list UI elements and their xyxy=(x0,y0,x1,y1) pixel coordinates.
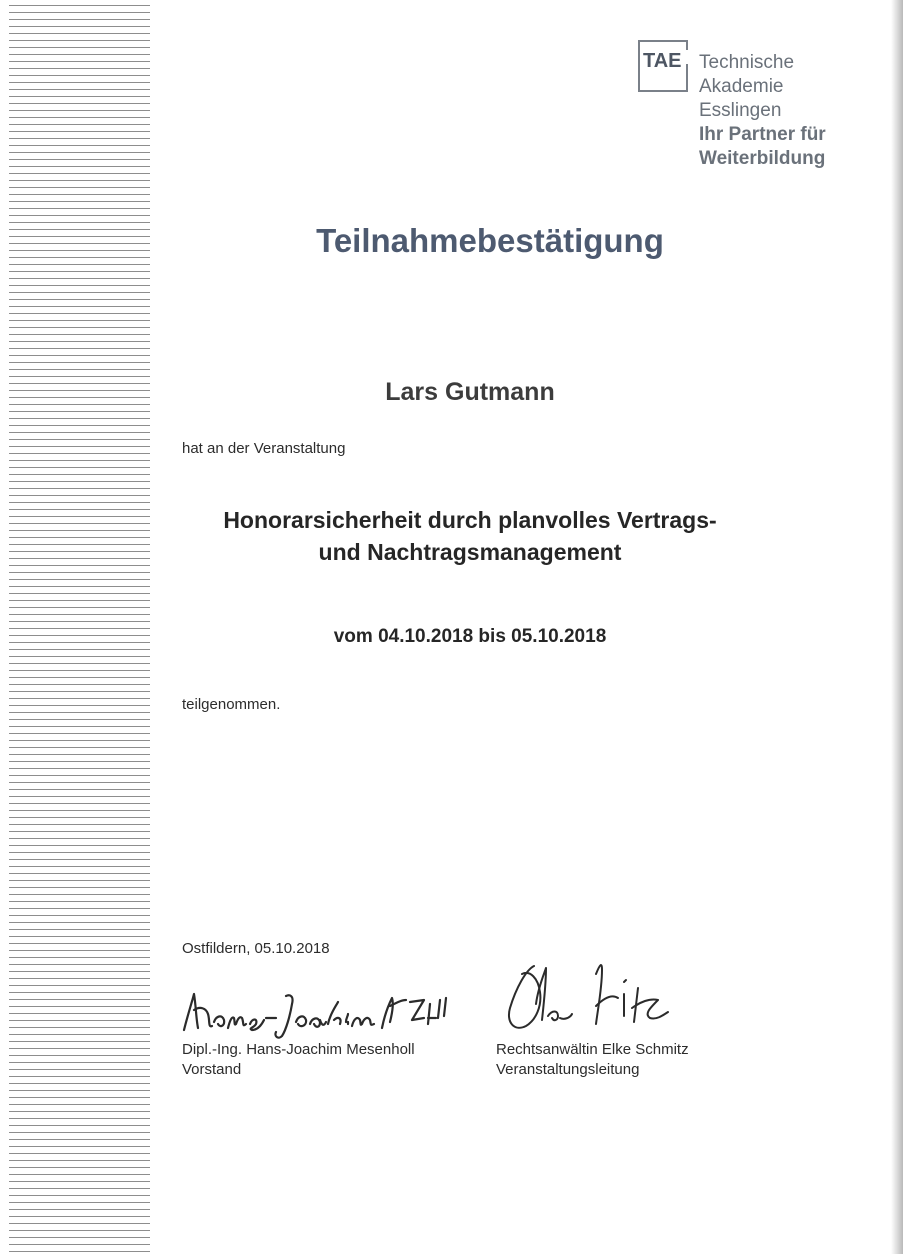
closing-text: teilgenommen. xyxy=(182,696,281,713)
event-title-line-2: und Nachtragsmanagement xyxy=(318,539,622,565)
logo-line-3: Esslingen xyxy=(699,100,782,121)
signatory-1-name: Dipl.-Ing. Hans-Joachim Mesenholl xyxy=(182,1041,415,1058)
event-title-line-1: Honorarsicherheit durch planvolles Vertrags- xyxy=(223,507,717,533)
signatory-2-name: Rechtsanwältin Elke Schmitz xyxy=(496,1041,689,1058)
logo-text xyxy=(699,51,826,171)
signature-mesenholl xyxy=(178,984,458,1040)
event-title xyxy=(180,504,760,568)
document-title: Teilnahmebestätigung xyxy=(316,222,664,259)
signatory-1 xyxy=(182,1040,415,1080)
participant-name: Lars Gutmann xyxy=(385,378,555,406)
event-dates: vom 04.10.2018 bis 05.10.2018 xyxy=(333,626,607,647)
signatory-1-role: Vorstand xyxy=(182,1061,242,1078)
place-and-date: Ostfildern, 05.10.2018 xyxy=(182,940,330,957)
logo-slogan-1: Ihr Partner für xyxy=(699,124,826,145)
logo-line-2: Akademie xyxy=(699,76,784,97)
signatory-2-role: Veranstaltungsleitung xyxy=(496,1061,640,1078)
signatory-2 xyxy=(496,1040,689,1080)
logo-mark: TAE xyxy=(643,50,682,72)
decorative-stripe-bar xyxy=(0,0,150,1254)
page-left-margin xyxy=(0,0,9,1254)
page-right-shadow xyxy=(891,0,903,1254)
logo-line-1: Technische xyxy=(699,52,795,73)
logo-slogan-2: Weiterbildung xyxy=(699,148,826,169)
intro-text: hat an der Veranstaltung xyxy=(182,440,346,457)
logo-box xyxy=(638,40,688,92)
tae-logo xyxy=(638,40,858,180)
signature-schmitz xyxy=(500,958,680,1038)
